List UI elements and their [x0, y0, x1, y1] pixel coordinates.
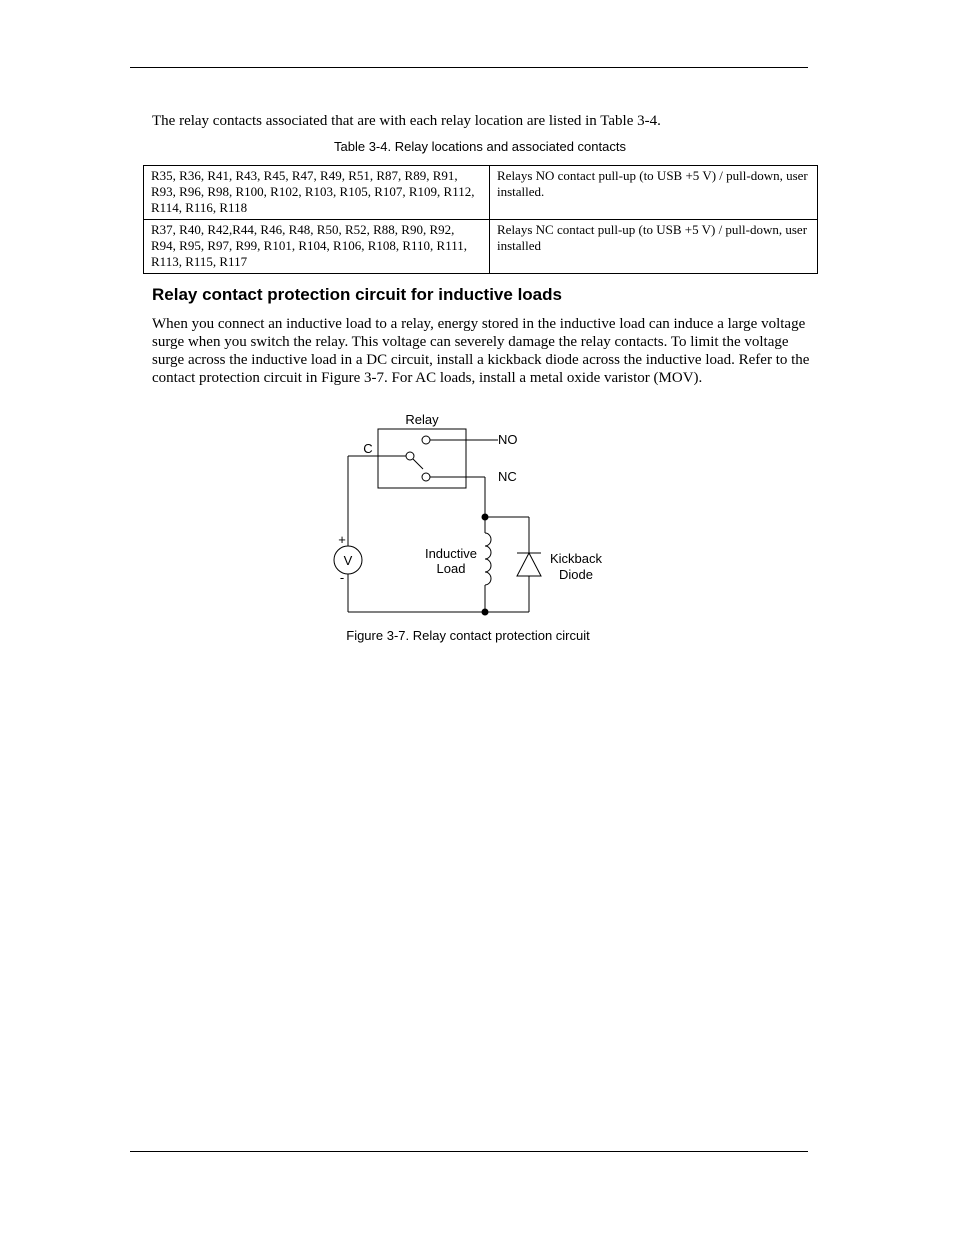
circuit-svg — [320, 405, 640, 625]
kickback-diode-label: Kickback — [549, 551, 603, 566]
figure-caption: Figure 3-7. Relay contact protection circuit — [346, 628, 590, 643]
relay-box — [378, 429, 466, 488]
no-label: NO — [498, 432, 518, 447]
minus-label: - — [339, 570, 345, 585]
junction-dot-top — [482, 514, 489, 521]
table-row — [144, 220, 818, 274]
inductive-load-label: Load — [436, 561, 466, 576]
relay-locations-table — [143, 165, 818, 274]
voltage-source-label: V — [343, 553, 353, 568]
section-body: When you connect an inductive load to a relay, energy stored in the inductive load can induce a large voltage surge when you switch the relay. This voltage can severely damage the relay contacts. To limit the voltage surge across the inductive load in a DC circuit, install a kickback diode across the inductive load. Refer to the contact protection circuit in Figure 3-7. For AC loads, install a metal oxide varistor (MOV). — [152, 316, 810, 386]
nc-label: NC — [498, 469, 517, 484]
table-cell-description: Relays NC contact pull-up (to USB +5 V) / pull-down, user installed — [490, 220, 818, 274]
table-cell-description: Relays NO contact pull-up (to USB +5 V) / pull-down, user installed. — [490, 166, 818, 220]
inductor-coil — [485, 533, 491, 585]
common-label: C — [363, 441, 373, 456]
switch-arm — [413, 459, 423, 469]
junction-dot-bottom — [482, 609, 489, 616]
table-cell-locations: R37, R40, R42,R44, R46, R48, R50, R52, R88, R90, R92, R94, R95, R97, R99, R101, R104, R106, R108, R110, R111, R113, R115, R117 — [144, 220, 490, 274]
table-row — [144, 166, 818, 220]
plus-label: + — [338, 532, 346, 547]
table-caption: Table 3-4. Relay locations and associated contacts — [334, 139, 626, 154]
diode-symbol — [517, 553, 541, 576]
relay-label: Relay — [405, 412, 439, 427]
nc-contact — [422, 473, 430, 481]
header-rule — [130, 67, 808, 68]
common-contact — [406, 452, 414, 460]
table-cell-locations: R35, R36, R41, R43, R45, R47, R49, R51, R87, R89, R91, R93, R96, R98, R100, R102, R103, R105, R107, R109, R112, R114, R116, R118 — [144, 166, 490, 220]
no-contact — [422, 436, 430, 444]
relay-protection-diagram — [320, 405, 640, 625]
inductive-load-label: Inductive — [424, 546, 478, 561]
footer-rule — [130, 1151, 808, 1152]
section-heading: Relay contact protection circuit for inductive loads — [152, 285, 562, 304]
kickback-diode-label: Diode — [559, 567, 593, 582]
intro-paragraph: The relay contacts associated that are with each relay location are listed in Table 3-4. — [152, 113, 661, 129]
